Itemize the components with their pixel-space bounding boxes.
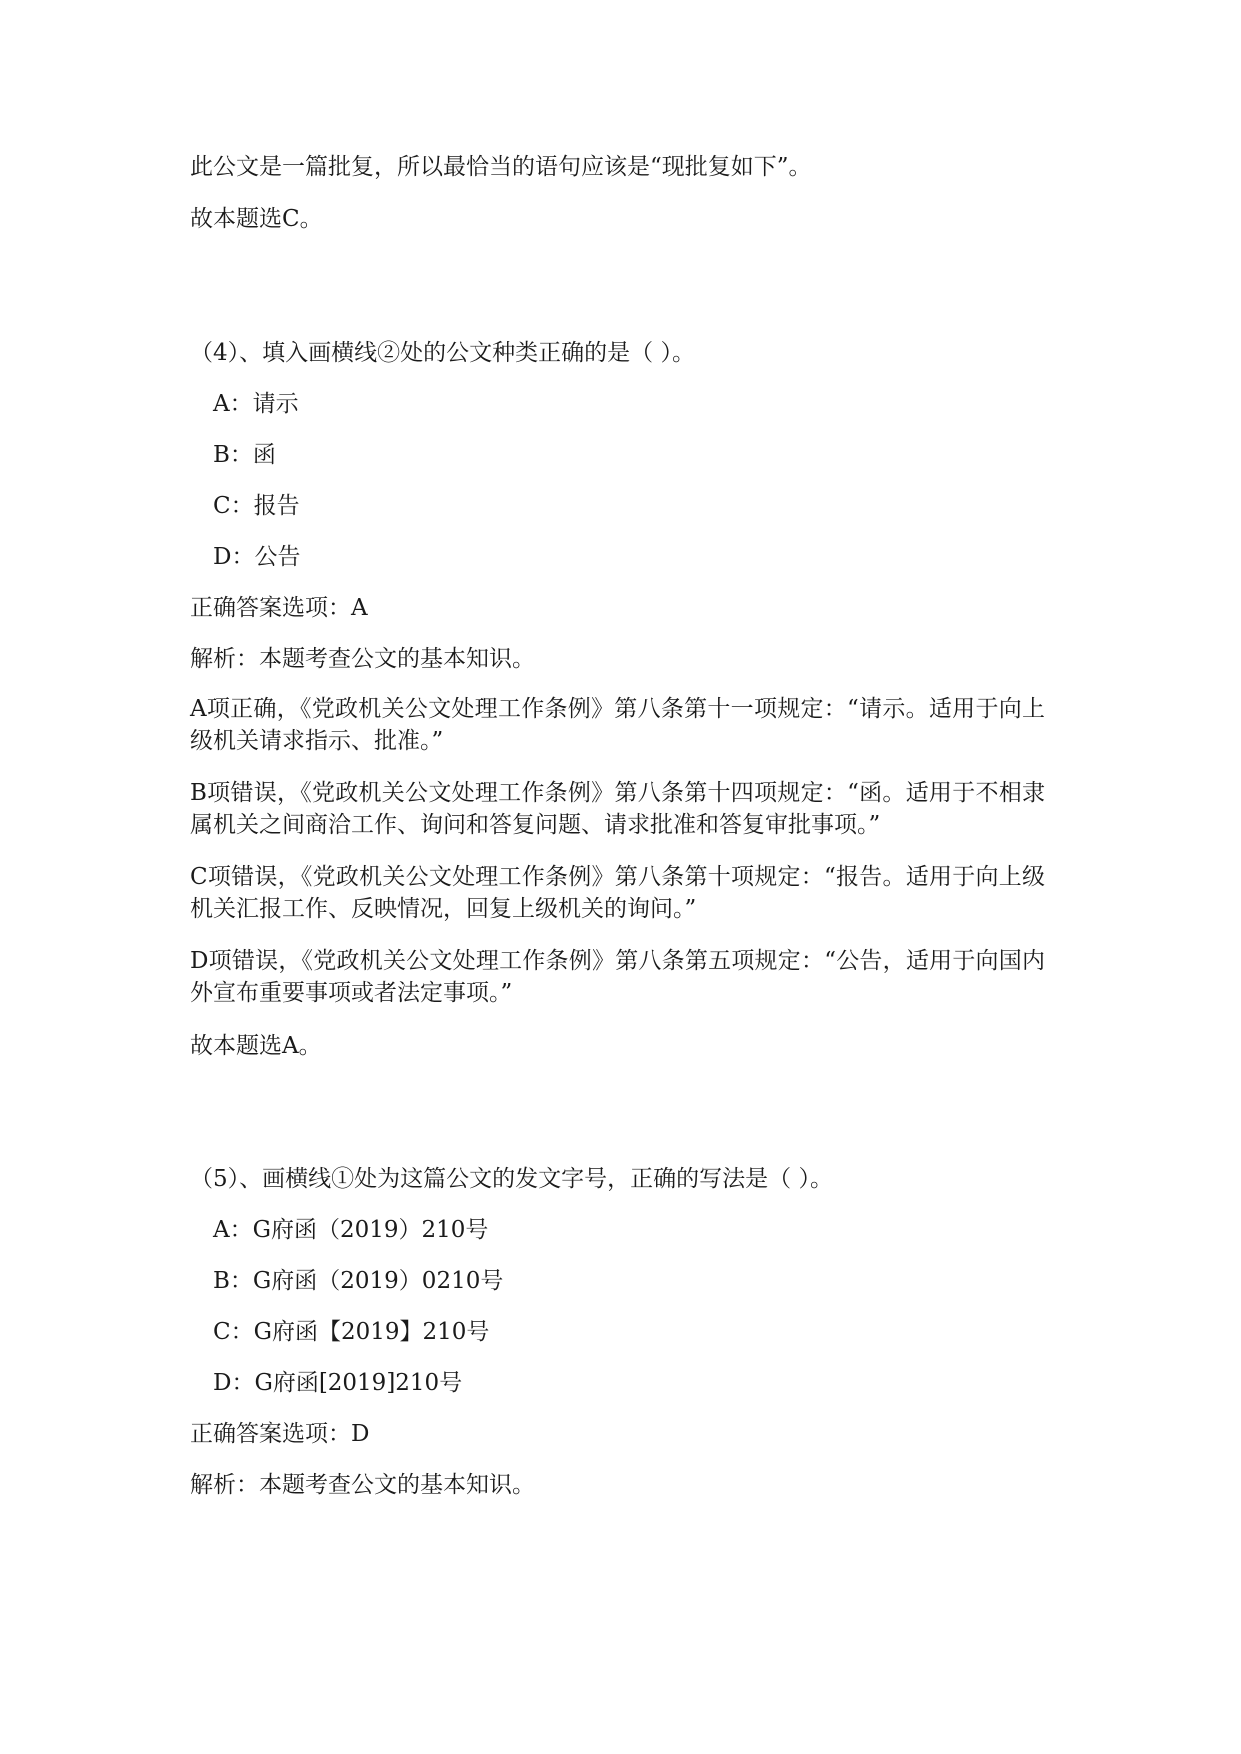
question-4-detail-a: A项正确，《党政机关公文处理工作条例》第八条第十一项规定：“请示。适用于向上级机关请求指示、批准。” <box>190 696 1045 754</box>
question-5-stem: （5）、画横线①处为这篇公文的发文字号，正确的写法是（ ）。 <box>190 1166 833 1192</box>
explanation-text: 此公文是一篇批复，所以最恰当的语句应该是“现批复如下”。 <box>190 154 812 180</box>
question-4-analysis: 解析：本题考查公文的基本知识。 <box>190 646 535 672</box>
question-5-analysis: 解析：本题考查公文的基本知识。 <box>190 1472 535 1498</box>
question-4-detail-d: D项错误，《党政机关公文处理工作条例》第八条第五项规定：“公告，适用于向国内外宣布重要事项或者法定事项。” <box>190 948 1045 1006</box>
question-4-stem: （4）、填入画横线②处的公文种类正确的是（ ）。 <box>190 340 695 366</box>
question-5-option-d: D：G府函[2019]210号 <box>213 1370 463 1396</box>
question-5-option-c: C：G府函【2019】210号 <box>213 1319 490 1345</box>
question-4-option-b: B：函 <box>213 442 276 468</box>
question-4-detail-c: C项错误，《党政机关公文处理工作条例》第八条第十项规定：“报告。适用于向上级机关汇报工作、反映情况，回复上级机关的询问。” <box>190 864 1045 922</box>
question-4-option-c: C：报告 <box>213 493 300 519</box>
question-4-option-d: D：公告 <box>213 544 301 570</box>
question-4-detail-b: B项错误，《党政机关公文处理工作条例》第八条第十四项规定：“函。适用于不相隶属机关之间商洽工作、询问和答复问题、请求批准和答复审批事项。” <box>190 780 1045 838</box>
conclusion-text: 故本题选C。 <box>190 206 323 232</box>
question-5-option-b: B：G府函（2019）0210号 <box>213 1268 504 1294</box>
question-4-answer: 正确答案选项：A <box>190 595 368 621</box>
question-4-conclusion: 故本题选A。 <box>190 1033 322 1059</box>
question-4-option-a: A：请示 <box>213 391 299 417</box>
question-5-option-a: A：G府函（2019）210号 <box>213 1217 489 1243</box>
question-5-answer: 正确答案选项：D <box>190 1421 370 1447</box>
